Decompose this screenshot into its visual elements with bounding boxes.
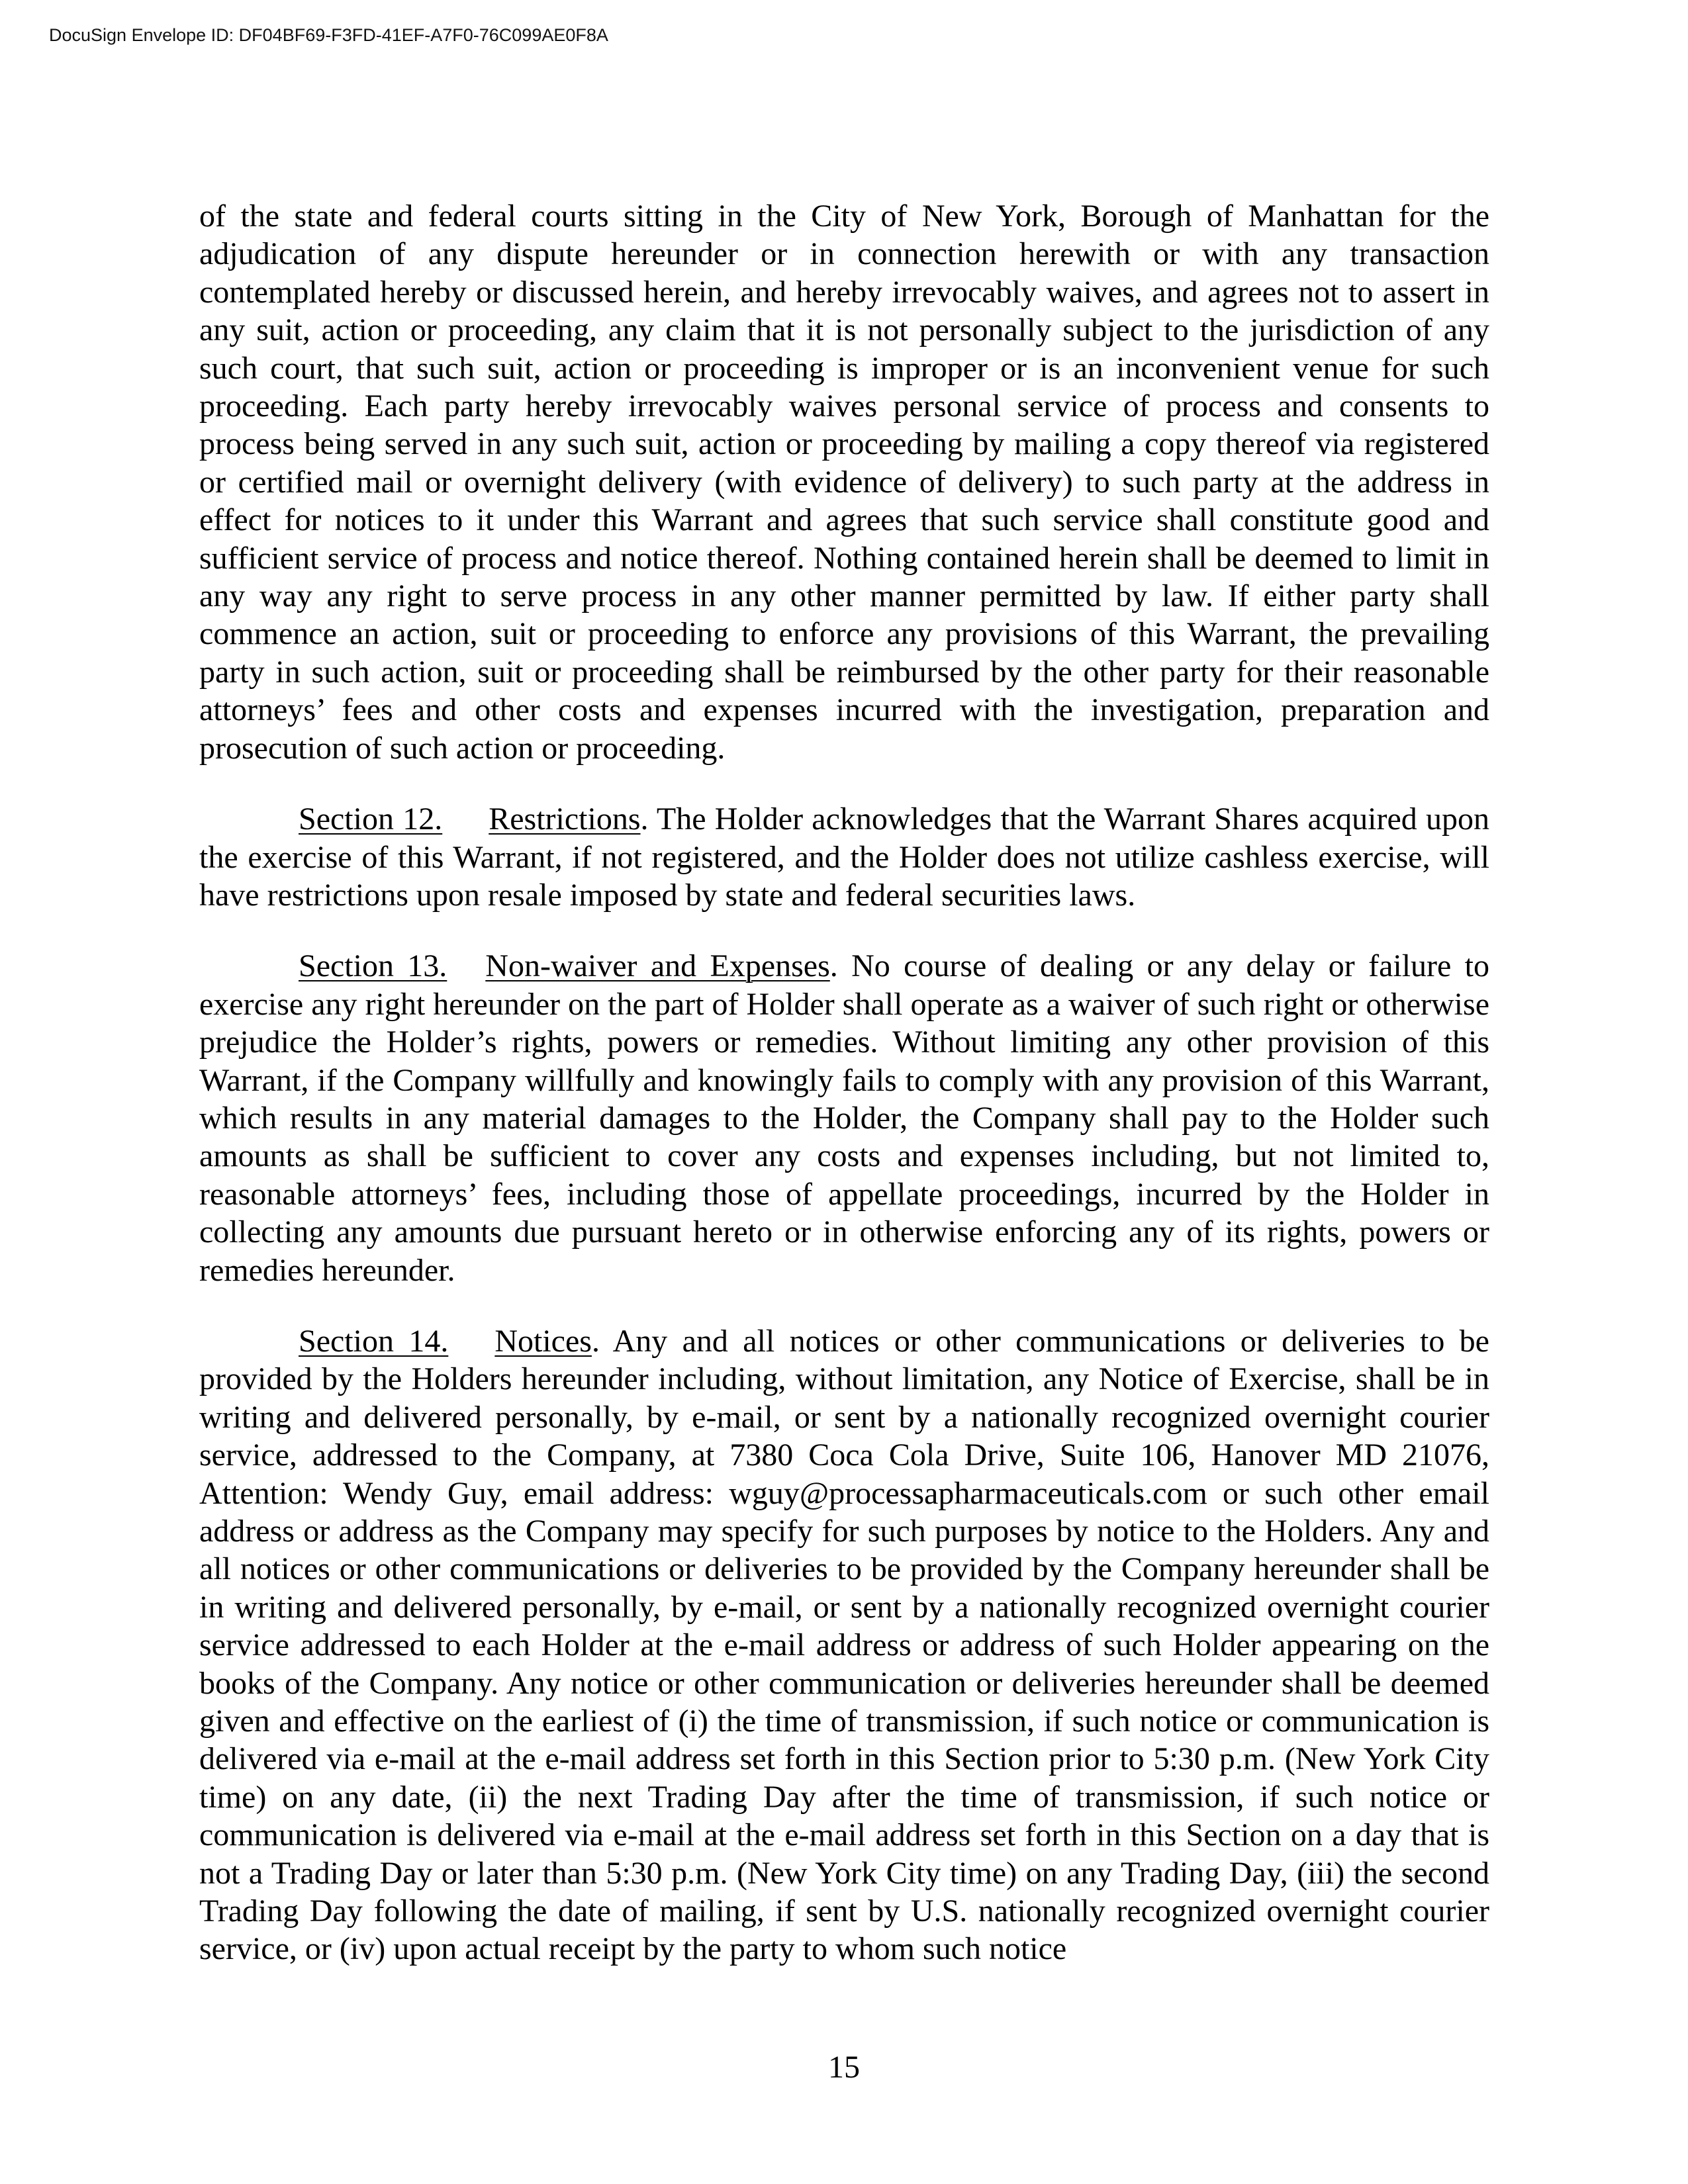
section-14-notices	[199, 1322, 1489, 1968]
section-12-title: Restrictions	[489, 801, 641, 837]
section-14-title: Notices	[494, 1323, 592, 1359]
section-13-body: . No course of dealing or any delay or failure to exercise any right hereunder on the part of Holder shall operate as a waiver of such right or otherwise prejudice the Holder’s rights, powers or remedies. Without limiting any other provision of this Warrant, if the Company willfully and knowingly fails to comply with any provision of this Warrant, which results in any material damages to the Holder, the Company shall pay to the Holder such amounts as shall be sufficient to cover any costs and expenses including, but not limited to, reasonable attorneys’ fees, including those of appellate proceedings, incurred by the Holder in collecting any amounts due pursuant hereto or in otherwise enforcing any of its rights, powers or remedies hereunder.	[199, 948, 1489, 1288]
section-12-number: Section 12.	[299, 801, 443, 837]
docusign-envelope-id: DocuSign Envelope ID: DF04BF69-F3FD-41EF-A7F0-76C099AE0F8A	[49, 25, 608, 45]
document-body	[199, 197, 1489, 1968]
section-12-restrictions	[199, 800, 1489, 914]
section-12-body: . The Holder acknowledges that the Warrant Shares acquired upon the exercise of this Warrant, if not registered, and the Holder does not utilize cashless exercise, will have restrictions upon resale imposed by state and federal securities laws.	[199, 801, 1489, 913]
section-13-number: Section 13.	[299, 948, 447, 984]
continuation-paragraph: of the state and federal courts sitting in the City of New York, Borough of Manhattan for the adjudication of any dispute hereunder or in connection herewith or with any transaction contemplated hereby or discussed herein, and hereby irrevocably waives, and agrees not to assert in any suit, action or proceeding, any claim that it is not personally subject to the jurisdiction of any such court, that such suit, action or proceeding is improper or is an inconvenient venue for such proceeding. Each party hereby irrevocably waives personal service of process and consents to process being served in any such suit, action or proceeding by mailing a copy thereof via registered or certified mail or overnight delivery (with evidence of delivery) to such party at the address in effect for notices to it under this Warrant and agrees that such service shall constitute good and sufficient service of process and notice thereof. Nothing contained herein shall be deemed to limit in any way any right to serve process in any other manner permitted by law. If either party shall commence an action, suit or proceeding to enforce any provisions of this Warrant, the prevailing party in such action, suit or proceeding shall be reimbursed by the other party for their reasonable attorneys’ fees and other costs and expenses incurred with the investigation, preparation and prosecution of such action or proceeding.	[199, 199, 1489, 766]
page-number: 15	[828, 2050, 860, 2085]
section-13-non-waiver	[199, 947, 1489, 1289]
section-14-number: Section 14.	[299, 1323, 449, 1359]
section-14-body: . Any and all notices or other communications or deliveries to be provided by the Holders hereunder including, without limitation, any Notice of Exercise, shall be in writing and delivered personally, by e-mail, or sent by a nationally recognized overnight courier service, addressed to the Company, at 7380 Coca Cola Drive, Suite 106, Hanover MD 21076, Attention: Wendy Guy, email address: wguy@processapharmaceuticals.com or such other email address or address as the Company may specify for such purposes by notice to the Holders. Any and all notices or other communications or deliveries to be provided by the Company hereunder shall be in writing and delivered personally, by e-mail, or sent by a nationally recognized overnight courier service addressed to each Holder at the e-mail address or address of such Holder appearing on the books of the Company. Any notice or other communication or deliveries hereunder shall be deemed given and effective on the earliest of (i) the time of transmission, if such notice or communication is delivered via e-mail at the e-mail address set forth in this Section prior to 5:30 p.m. (New York City time) on any date, (ii) the next Trading Day after the time of transmission, if such notice or communication is delivered via e-mail at the e-mail address set forth in this Section on a day that is not a Trading Day or later than 5:30 p.m. (New York City time) on any Trading Day, (iii) the second Trading Day following the date of mailing, if sent by U.S. nationally recognized overnight courier service, or (iv) upon actual receipt by the party to whom such notice	[199, 1323, 1489, 1967]
section-13-title: Non-waiver and Expenses	[485, 948, 830, 984]
